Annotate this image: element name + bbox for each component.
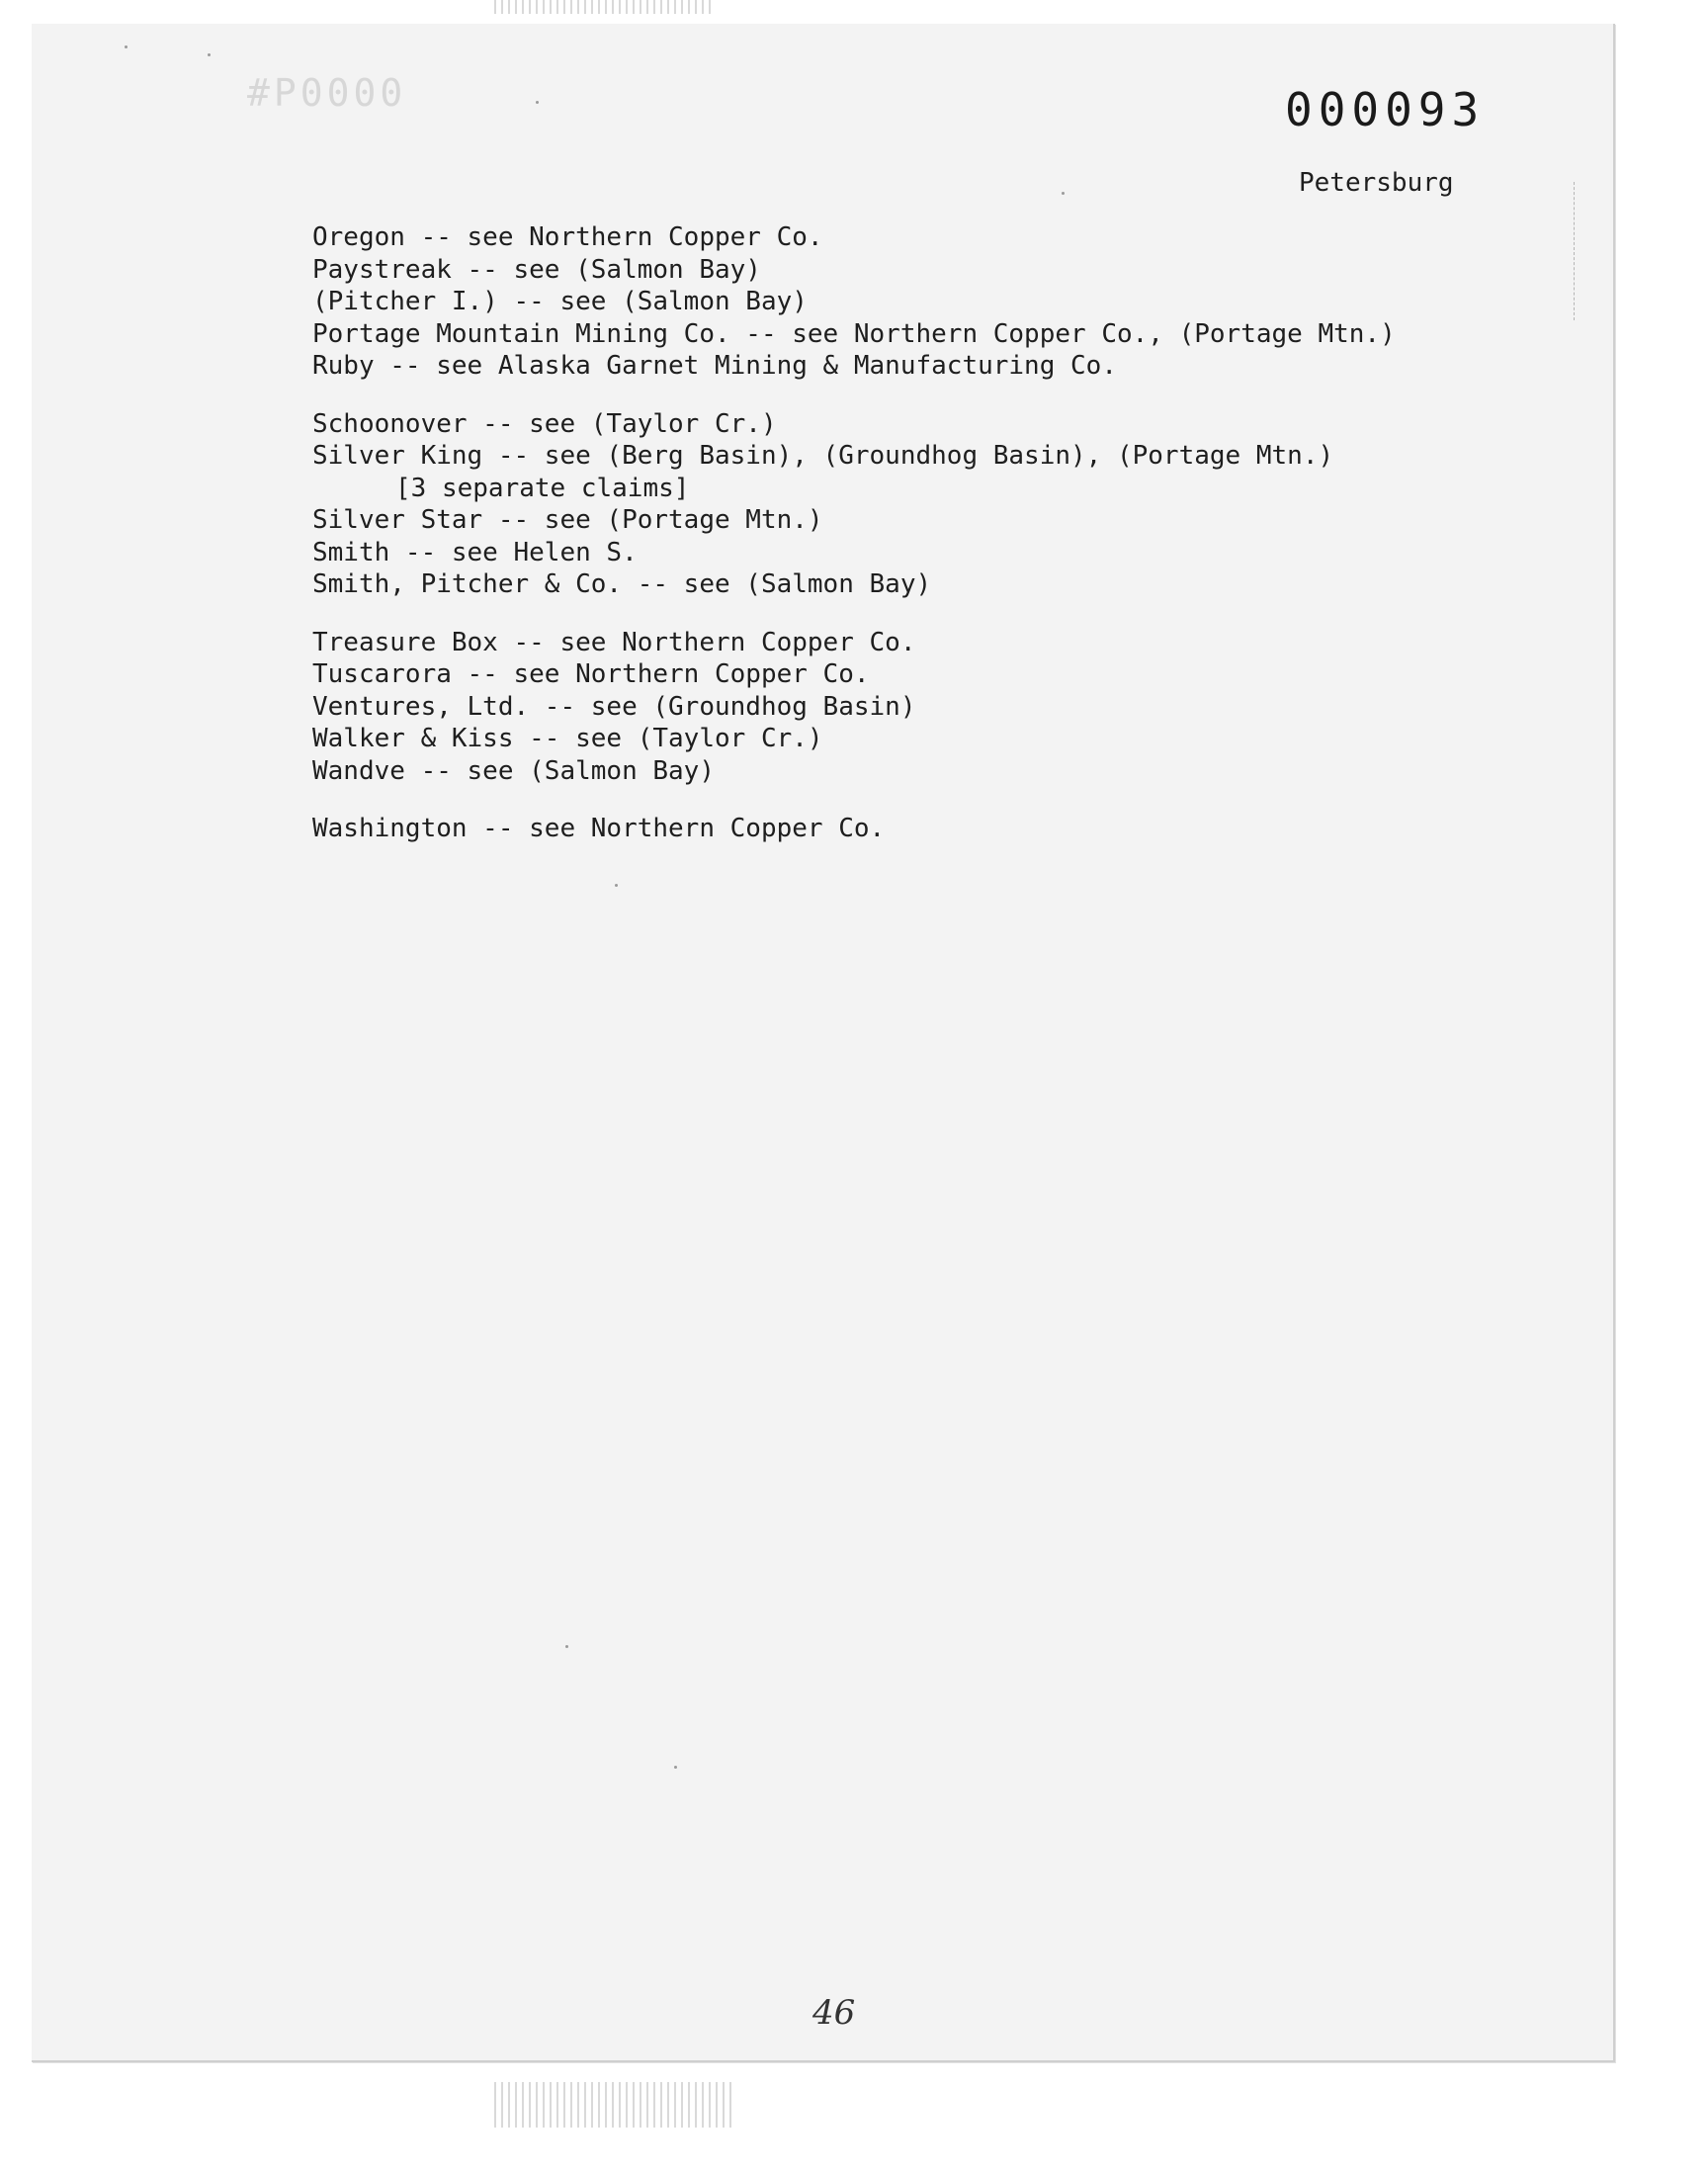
document-number: 000093	[1285, 83, 1486, 136]
scan-speck	[208, 53, 211, 56]
scan-speck	[1062, 192, 1065, 195]
faint-stamp: #P0000	[247, 71, 407, 115]
index-entry: Oregon -- see Northern Copper Co.	[312, 222, 823, 252]
entry-group	[312, 627, 1518, 788]
scan-speck	[615, 884, 618, 887]
index-entry-note: [3 separate claims]	[395, 473, 690, 503]
index-entry: (Pitcher I.) -- see (Salmon Bay)	[312, 287, 808, 316]
scan-speck	[674, 1766, 677, 1769]
entry-group	[312, 221, 1518, 383]
index-entry: Smith -- see Helen S.	[312, 537, 638, 567]
index-entry: Paystreak -- see (Salmon Bay)	[312, 254, 761, 285]
scan-speck	[536, 101, 539, 104]
index-entry: Smith, Pitcher & Co. -- see (Salmon Bay)	[312, 569, 932, 599]
index-entry: Schoonover -- see (Taylor Cr.)	[312, 408, 777, 439]
entry-group	[312, 813, 1518, 845]
index-entry: Portage Mountain Mining Co. -- see Northern Copper Co., (Portage Mtn.)	[312, 318, 1396, 349]
page-number: 46	[812, 1993, 856, 2033]
index-entry: Washington -- see Northern Copper Co.	[312, 814, 886, 843]
index-entry: Ruby -- see Alaska Garnet Mining & Manufacturing Co.	[312, 351, 1117, 381]
scan-speck	[565, 1645, 568, 1648]
region-label: Petersburg	[1299, 168, 1454, 198]
index-entry: Wandve -- see (Salmon Bay)	[312, 755, 715, 786]
document-page	[32, 24, 1615, 2062]
margin-mark	[1574, 182, 1576, 320]
scan-artifact-top	[494, 0, 712, 14]
index-entry: Ventures, Ltd. -- see (Groundhog Basin)	[312, 691, 916, 722]
index-entry: Silver Star -- see (Portage Mtn.)	[312, 505, 823, 535]
entry-group	[312, 408, 1518, 601]
index-entry: Tuscarora -- see Northern Copper Co.	[312, 659, 870, 689]
scan-speck	[125, 45, 128, 48]
index-entry: Treasure Box -- see Northern Copper Co.	[312, 627, 916, 657]
index-entries	[312, 221, 1518, 871]
scan-artifact-bottom	[494, 2082, 731, 2128]
index-entry: Walker & Kiss -- see (Taylor Cr.)	[312, 724, 823, 753]
index-entry: Silver King -- see (Berg Basin), (Groundhog Basin), (Portage Mtn.)	[312, 441, 1334, 471]
